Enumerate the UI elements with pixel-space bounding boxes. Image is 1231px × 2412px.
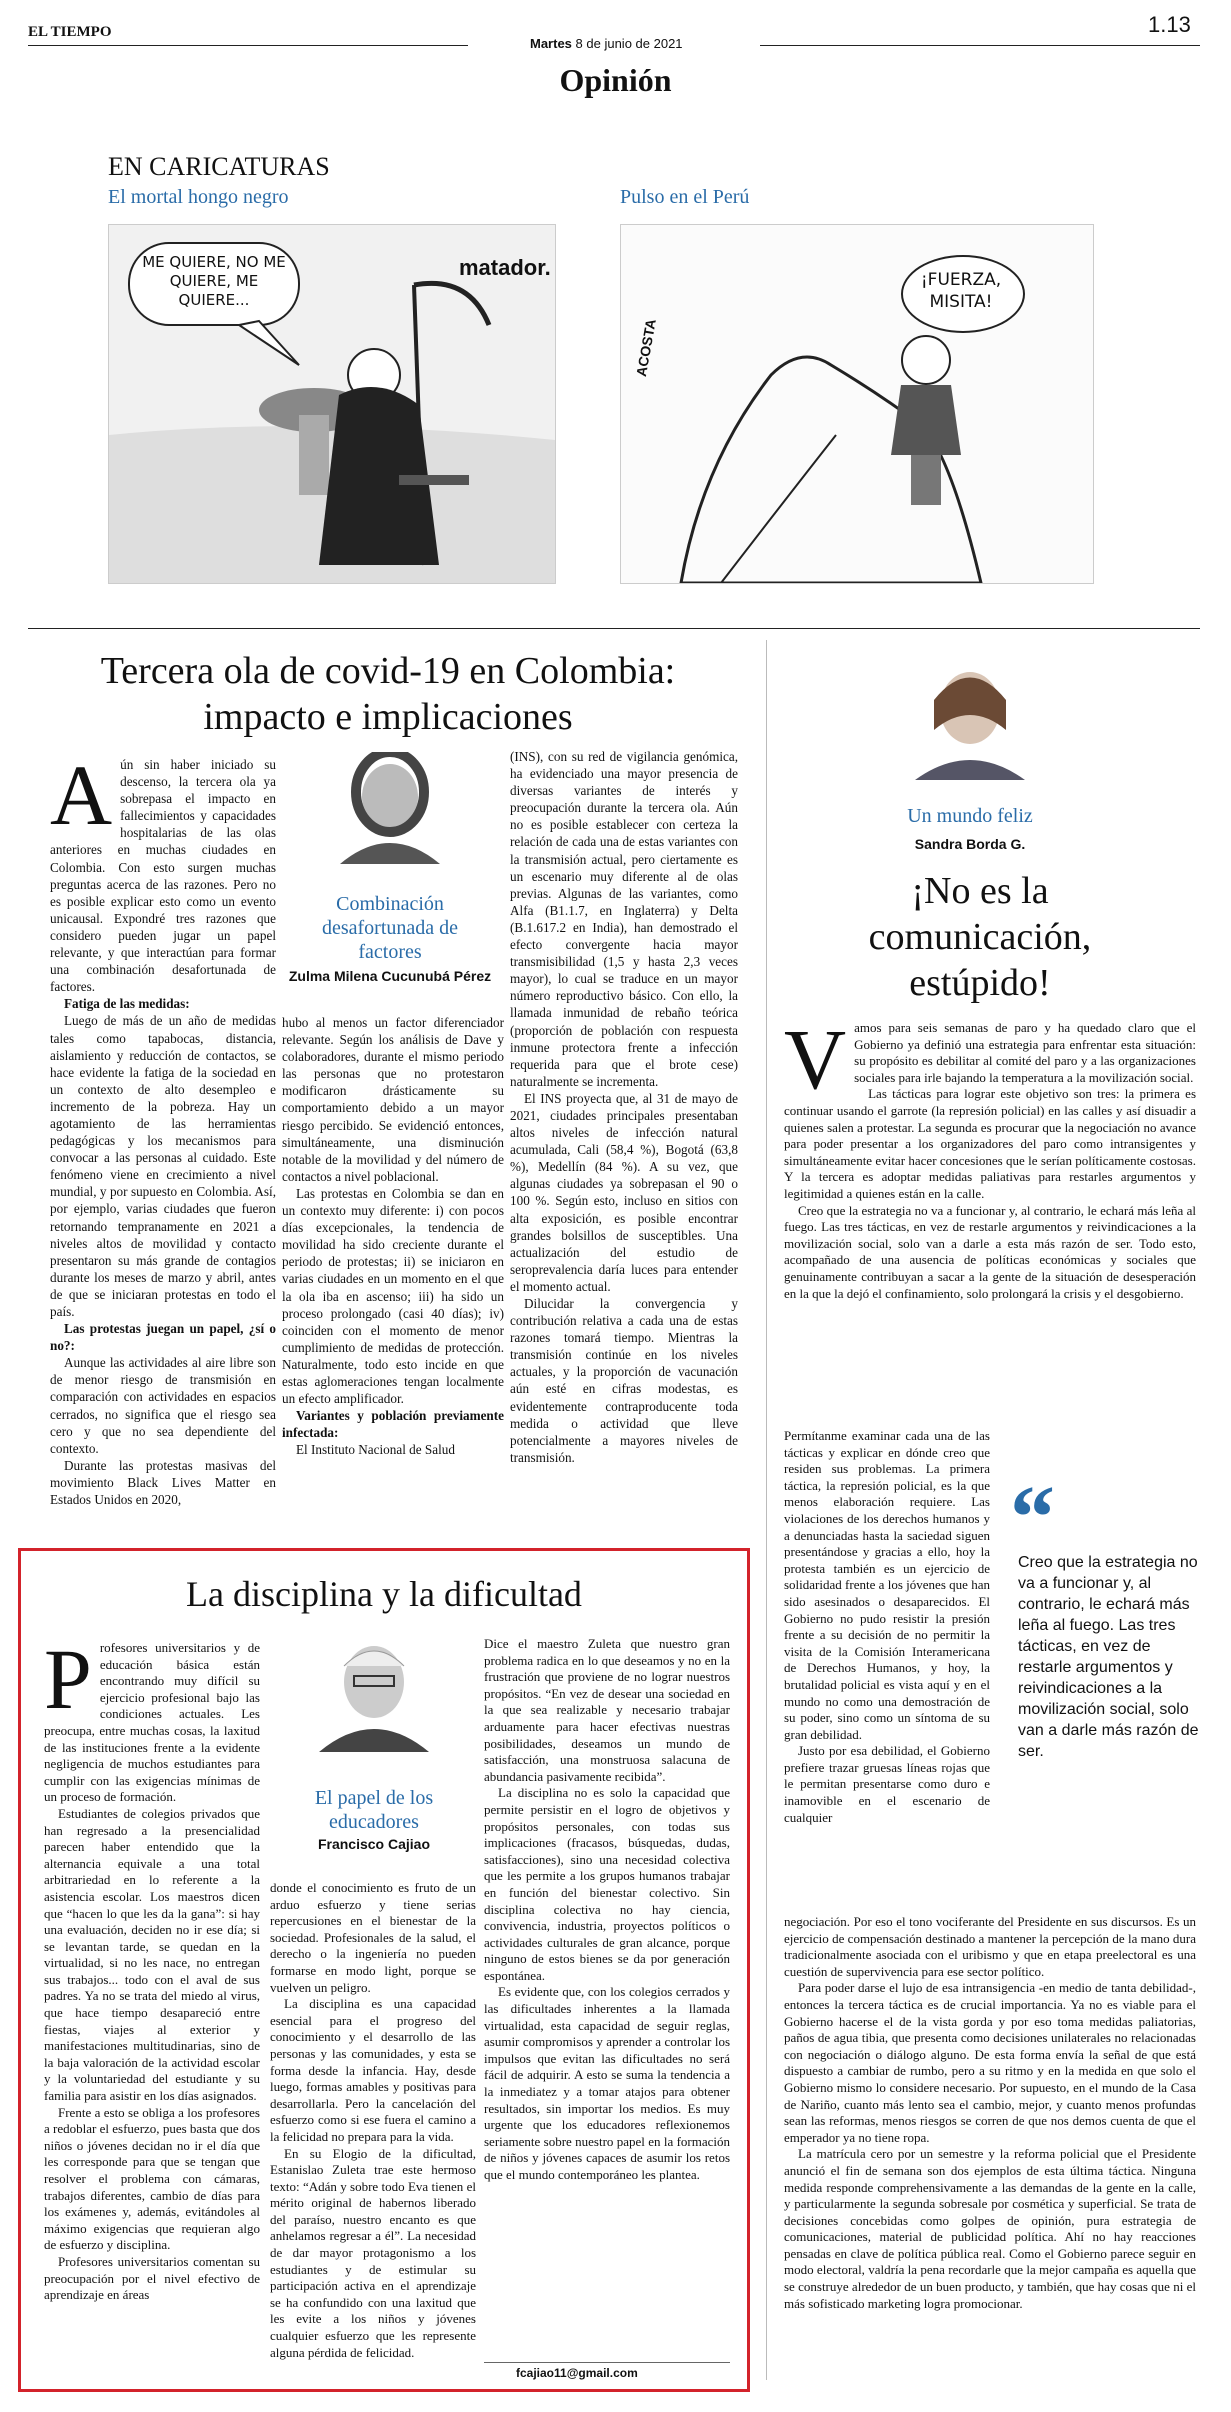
article3-narrow-p0: Permítanme examinar cada una de las tácticas y explicar en dónde creo que residen sus problemas. La primera táctica, la represión policial, es la que menos elaboración requiere. Las violaciones de los derechos humanos y a denunciadas hasta la saciedad siguen presentándose y gracias a ello, hoy la protesta también es un ejercicio de solidaridad frente a los jóvenes que han sido asesinados o desaparecidos. El Gobierno no pudo resistir la presión frente a su decisión de no permitir la visita de la Comisión Interamericana de Derechos Humanos, y hoy, la brutalidad policial es vista aquí y en el mundo no como una demostración de su poder, sino como un síntoma de su gran debilidad. — [784, 1428, 990, 1742]
cartoons-kicker: EN CARICATURAS — [108, 152, 330, 181]
article3-narrow-p1: Justo por esa debilidad, el Gobierno prefiere trazar gruesas líneas rojas que le permitan presentarse como duro e inamovible en el escenario de cualquier — [784, 1743, 990, 1825]
article3-title — [780, 868, 1180, 1006]
email-rule — [484, 2362, 730, 2363]
cartoon-right — [620, 224, 1094, 584]
article1-c3-p2: Dilucidar la convergencia y contribución relativa a cada una de estas razones tomará tiempo. Mientras la transmisión continúe en los niveles actuales, y la proporción de vacunación aún esté en cifras modestas, es evidentemente contraproducente toda medida o actividad que lleve potencialmente a mayores niveles de transmisión. — [510, 1296, 738, 1465]
author-photo-woman-icon — [320, 752, 460, 864]
vertical-divider — [766, 640, 767, 2380]
article2-col2 — [270, 1880, 476, 2361]
pull-quote: Creo que la estrategia no va a funcionar y, al contrario, le echará más leña al fuego. Las tres tácticas, en vez de restarle argumentos y reivindicaciones a la movilización social, solo van a darle más razón de ser. — [1018, 1554, 1199, 1760]
article1-col1 — [50, 747, 276, 1508]
article3-body-p0: amos para seis semanas de paro y ha quedado claro que el Gobierno ya definió una estrategia para enfrentar esta situación: su propósito es debilitar al comité del paro y a las organizaciones sociales para irle bajando la temperatura a la movilización social. — [854, 1020, 1196, 1085]
article2-c3-p1: La disciplina no es solo la capacidad que permite persistir en el logro de objetivos y propósitos personales, con todas sus implicaciones (fracasos, búsquedas, dudas, satisfacciones), sino una necesidad colectiva que les permite a los grupos humanos trabajar en función del bienestar colectivo. Sin disciplina colectiva no hay ciencia, convivencia, industria, proyectos políticos o actividades culturales de gran alcance, porque ninguno de estos bienes se da por generación espontánea. — [484, 1785, 730, 1983]
cartoons-bottom-rule — [28, 628, 1200, 629]
article1-subhead1: Fatiga de las medidas: — [64, 996, 190, 1012]
article2-col3 — [484, 1636, 730, 2184]
article3-tail-p0: negociación. Por eso el tono vociferante del Presidente en sus discursos. Es un ejercicio de compensación destinado a mantener la percepción de la mano dura tradicionalmente asociada con el uribismo y que en etapa preelectoral es una cuestión de supervivencia para ese sector político. — [784, 1914, 1196, 1979]
article1-column-name: Combinación desafortunada de factores — [321, 893, 459, 963]
article2-photo — [304, 1636, 444, 1752]
header-rule-right — [760, 45, 1200, 46]
article3-author: Sandra Borda G. — [914, 836, 1026, 852]
header-date — [530, 36, 683, 51]
section-title: Opinión — [559, 62, 672, 98]
article3-title-line1: ¡No es la — [911, 870, 1049, 912]
article2-c2-p1: La disciplina es una capacidad esencial para el progreso del conocimiento y el desarrollo de las personas y las comunidades, y esta se forma desde la infancia. Hay, desde luego, formas amables y positivas para desarrollarla. Pero la cancelación del esfuerzo como si ese fuera el camino a la felicidad no prepara para la vida. — [270, 1996, 476, 2144]
date-day: Martes — [530, 36, 572, 51]
article1-c2-p3: El Instituto Nacional de Salud — [296, 1442, 455, 1458]
article3-body-top — [784, 1011, 1196, 1302]
article1-dropcap: A — [50, 747, 113, 843]
article1-subhead2: Las protestas juegan un papel, ¿sí o no?: — [50, 1321, 276, 1354]
article1-title-line2: impacto e implicaciones — [203, 696, 573, 738]
article1-col2 — [282, 1014, 504, 1458]
article2-title: La disciplina y la dificultad — [186, 1574, 582, 1614]
article2-column-name: El papel de los educadores — [314, 1787, 434, 1833]
date-rest: 8 de junio de 2021 — [575, 36, 683, 51]
cartoon-right-title: Pulso en el Perú — [620, 186, 750, 208]
article3-body-p2: Creo que la estrategia no va a funcionar y, al contrario, le echará más leña al fuego. Las tres tácticas, en vez de restarle argumentos y reivindicaciones a la movilización social, solo van a darle a esta más razón de ser. Todo esto, acompañado de una ausencia de políticas económicas y sociales que genuinamente contribuyan a sacar a la gente de la situación de desesperación en la que la dejó el confinamiento, solo prolongará la crisis y el desgobierno. — [784, 1202, 1196, 1301]
cartoon-right-signature: ACOSTA — [633, 317, 659, 378]
brand-logo: EL TIEMPO — [28, 24, 112, 40]
article1-c1-p5: Durante las protestas masivas del movimiento Black Lives Matter en Estados Unidos en 2020, — [50, 1457, 276, 1508]
article2-email-link[interactable]: fcajiao11@gmail.com — [516, 2366, 638, 2380]
quote-mark-icon: “ — [1010, 1468, 1055, 1567]
article2-dropcap: P — [44, 1631, 92, 1727]
article1-c3-p0: (INS), con su red de vigilancia genómica, ha evidenciado una mayor presencia de diversas variantes de interés y preocupación durante la tercera ola. Aún no es posible establecer con certeza la relación de cada una de estas variantes con la transmisión actual, pero ciertamente es un escenario muy diferente al de olas previas. Algunas de las variantes, como Alfa (B1.1.7, en Inglaterra) y Delta (B.1.617.2 en India), han demostrado el efecto convergente hacia mayor transmisibilidad (1,5 y hasta 2,3 veces mayor), lo cual se traduce en un mayor número reproductivo básico. Con ello, la llamada inmunidad de rebaño teórica (proporción de población con respuesta inmune protectora frente a infección requerida para que el brote cese) naturalmente se incrementa. — [510, 749, 738, 1089]
cartoon-right-speech: ¡FUERZA, MISITA! — [920, 270, 1002, 312]
article3-photo — [900, 660, 1040, 780]
article1-c1-p2: Luego de más de un año de medidas tales como tapabocas, distancia, aislamiento y reducción de contactos, se hace evidente la fatiga de la sociedad en un contexto de alto desempleo e incremento de la pobreza. Hay un agotamiento de las herramientas pedagógicas y los mecanismos para convocar a las personas al cuidado. Este fenómeno viene en crecimiento a nivel mundial, y por supuesto en Colombia. Así, por ejemplo, varias ciudades que fueron retornando tempranamente en 2021 a niveles altos de movilidad y contacto presentaron su más grande de contagios durante los meses de marzo y abril, antes de que se iniciaran protestas en todo el país. — [50, 1013, 276, 1319]
article1-subhead3: Variantes y población previamente infectada: — [282, 1408, 504, 1441]
article2-c2-p0: donde el conocimiento es fruto de un arduo esfuerzo y tiene serias repercusiones en el bienestar de la sociedad. Profesionales de la salud, el derecho o la ingeniería no pueden formarse en modo light, porque se vuelven un peligro. — [270, 1880, 476, 1995]
article3-title-line2: comunicación, — [868, 916, 1092, 958]
article2-c1-p0: rofesores universitarios y de educación básica están encontrando muy difícil su ejercicio profesional bajo las condiciones actuales. Les preocupa, entre muchas cosas, la laxitud de las instituciones frente a la evidente negligencia de muchos estudiantes para cumplir con las exigencias mínimas de un proceso de formación. — [44, 1640, 260, 1805]
article1-title — [28, 648, 748, 740]
article2-col1 — [44, 1631, 260, 2304]
article2-author: Francisco Cajiao — [317, 1836, 431, 1852]
article1-title-line1: Tercera ola de covid-19 en Colombia: — [100, 650, 676, 692]
article3-column-name: Un mundo feliz — [907, 805, 1033, 827]
article1-c1-p4: Aunque las actividades al aire libre son de menor riesgo de transmisión en comparación con actividades en espacios cerrados, no significa que el riesgo sea cero y que no sea dependiente del contexto. — [50, 1355, 276, 1456]
article2-c3-p2: Es evidente que, con los colegios cerrados y las dificultades inherentes a la llamada virtualidad, esta capacidad de seguir reglas, asumir compromisos y aprender a controlar los impulsos que evitan las dificultades no será fácil de adquirir. A esto se suma la tendencia a la inmediatez y a tomar atajos para obtener resultados, sin importar los medios. Es muy urgente que los educadores reflexionemos seriamente sobre nuestro papel en la formación de niños y jóvenes capaces de asumir los retos que el mundo contemporáneo les plantea. — [484, 1984, 730, 2182]
article1-photo — [320, 752, 460, 864]
article3-body-narrow — [784, 1428, 990, 1826]
article3-dropcap: V — [784, 1011, 847, 1107]
author-photo-woman-icon — [900, 660, 1040, 780]
article2-c3-p0: Dice el maestro Zuleta que nuestro gran problema radica en lo que deseamos y no en la frustración que proviene de no lograr nuestros propósitos. “En vez de desear una sociedad en la que sea realizable y necesario trabajar arduamente para hacer efectivas nuestras posibilidades, deseamos un mundo de satisfacción, una monstruosa salacuna de abundancia pasivamente recibida”. — [484, 1636, 730, 1784]
article3-body-bottom — [784, 1914, 1196, 2312]
cartoon-left — [108, 224, 556, 584]
cartoon-left-signature: matador. — [459, 255, 551, 280]
article3-body-p1: Las tácticas para lograr este objetivo son tres: la primera es continuar usando el garrote (la represión policial) en las calles y así disuadir a quienes salen a protestar. La segunda es procurar que la negociación no avance para poder presentar a los organizadores del paro como intransigentes y simultáneamente evitar hacer concesiones que le serían políticamente costosas. Y la tercera es adoptar medidas paliativas para restarles argumentos y legitimidad a quienes están en la calle. — [784, 1086, 1196, 1201]
article1-author: Zulma Milena Cucunubá Pérez — [288, 968, 492, 984]
article1-c2-p1: Las protestas en Colombia se dan en un contexto muy diferente: i) con pocos días excepcionales, la tendencia de movilidad ha sido creciente durante el periodo de protestas; ii) se iniciaron en varias ciudades en un momento en el que la ola iba en ascenso; iii) ha sido un proceso prolongado (casi 40 días); iv) coinciden con el momento de menor cumplimiento de medidas de protección. Naturalmente, todo esto incide en que estas aglomeraciones tengan localmente un efecto amplificador. — [282, 1185, 504, 1407]
header-rule-left — [28, 45, 468, 46]
article1-c2-p0: hubo al menos un factor diferenciador relevante. Según los análisis de Dave y colaboradores, durante el mismo periodo las personas que no protestaron modificaron drásticamente su comportamiento debido a un mayor riesgo percibido. Se evidenció entonces, simultáneamente, una disminución notable de la movilidad y del número de contactos a nivel poblacional. — [282, 1015, 504, 1184]
author-photo-man-icon — [304, 1636, 444, 1752]
cartoon-left-title: El mortal hongo negro — [108, 186, 289, 208]
page-number: 1.13 — [1148, 12, 1191, 37]
article2-c1-p2: Frente a esto se obliga a los profesores a redoblar el esfuerzo, pues basta que dos niños o jóvenes decidan no ir el día que les corresponde para que se tengan que resolver el problema con cámaras, trabajos diferentes, cambio de días para los exámenes y, además, evitándoles al máximo exigencias que requieran algo de esfuerzo y disciplina. — [44, 2104, 260, 2253]
article1-c3-p1: El INS proyecta que, al 31 de mayo de 2021, ciudades principales presentaban altos niveles de infección natural acumulada, Cali (58,4 %), Bogotá (63,8 %), Medellín (84 %). A su vez, que algunas ciudades ya sobrepasan el 90 o 100 %. Según esto, incluso en sitios con alta exposición, es posible encontrar grandes bolsillos de susceptibles. Una actualización del estudio de seroprevalencia daría luces para entender el momento actual. — [510, 1090, 738, 1294]
article2-c2-p2: En su Elogio de la dificultad, Estanislao Zuleta trae este hermoso texto: “Adán y sobre todo Eva tienen el mérito original de habernos liberado del paraíso, nuestro encanto es que anhelamos regresar a él”. La necesidad de dar mayor protagonismo a los estudiantes y de estimular su participación activa en el aprendizaje se ha confundido con una laxitud que les evite a los niños y jóvenes cualquier esfuerzo que les represente alguna pérdida de felicidad. — [270, 2145, 476, 2360]
article1-c1-p0: ún sin haber iniciado su descenso, la tercera ola ya sobrepasa el impacto en fallecimientos y capacidades hospitalarias de las olas anteriores en muchas ciudades en Colombia. Con esto surgen muchas preguntas acerca de las razones. Pero no es posible explicar esto como un evento unicausal. Expondré tres razones que considero pueden jugar un papel relevante, y que interactúan para formar una combinación desafortunada de factores. — [50, 757, 276, 995]
cartoon-right-drawing — [621, 225, 1093, 583]
article3-title-line3: estúpido! — [909, 962, 1051, 1004]
article2-c1-p3: Profesores universitarios comentan su preocupación por el nivel efectivo de aprendizaje en áreas — [44, 2253, 260, 2303]
article2-c1-p1: Estudiantes de colegios privados que han regresado a la presencialidad parecen haber entendido que la alternancia equivale a una total arbitrariedad en lo referente a la asistencia escolar. Los maestros dicen que “hacen lo que les da la gana”: si hay una evaluación, deciden no ir ese día; si se levantan tarde, se quedan en la virtualidad, si no les nace, no entregan sus trabajos... todo con el aval de sus padres. Ya no se trata del miedo al virus, que hace tiempo desapareció entre fiestas, viajes al exterior y manifestaciones multitudinarias, sino de la baja valoración de la actividad escolar y la voluntariedad del estudiante y su familia para asistir en los días asignados. — [44, 1805, 260, 2104]
article3-tail-p1: Para poder darse el lujo de esa intransigencia -en medio de tanta debilidad-, entonces la tercera táctica es de crucial importancia. Ya no es viable para el Gobierno hacerse el de la vista gorda y por eso toma medidas paliatorias, paños de agua tibia, que presenta como decisiones unilaterales no relacionadas con negociación o diálogo alguno. De esta forma envía la señal de que está dispuesto a cambiar de rumbo, pero a su ritmo y en la medida en que solo el Gobierno mismo lo considere necesario. Por supuesto, en el mundo de la Casa de Nariño, cuanto más lento sea el cambio, mejor, y cuanto menos profundas sean las reformas, menos riesgos se corren de que nos demos cuenta de que el emperador ya no tiene ropa. — [784, 1980, 1196, 2145]
cartoon-left-speech: ME QUIERE, NO ME QUIERE, ME QUIERE... — [142, 253, 286, 309]
article1-col3 — [510, 748, 738, 1466]
article3-tail-p2: La matrícula cero por un semestre y la reforma policial que el Presidente anunció el fin de semana son dos ejemplos de esta última táctica. Ninguna medida responde comprehensivamente a las demandas de la gente en la calle, y particularmente la segunda sobresale por cosmética y superficial. Se trata de decisiones concebidas como golpes de opinión, pura estrategia de comunicaciones, material de publicidad política. Ahí no hay reacciones pensadas en clave de política pública real. Como el Gobierno parece seguir en modo electoral, valdría la pena recordarle que la mejor campaña es aquella que se construye alrededor de un buen producto, y también, que hay cosas que ni el más sofisticado marketing logra promocionar. — [784, 2146, 1196, 2311]
